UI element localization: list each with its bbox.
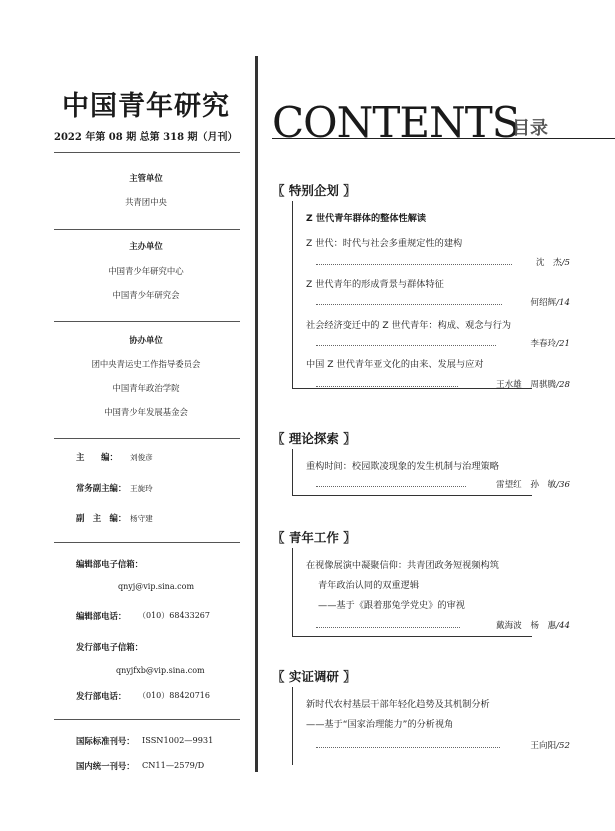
contents-rule — [272, 138, 615, 139]
dist-phone-label: 发行部电话： — [76, 691, 127, 701]
author-name: 雷望红 孙 敏 — [495, 480, 557, 490]
page-number: /36 — [556, 480, 570, 490]
toc-section — [272, 429, 592, 499]
contents-heading-cn: 目录 — [512, 118, 548, 139]
section-rule — [292, 201, 293, 388]
divider — [54, 719, 240, 720]
page-number: /52 — [556, 741, 570, 751]
staff-label: 常务副主编： — [76, 483, 127, 493]
dist-phone: （010）88420716 — [138, 691, 210, 700]
sponsor-heading: 主办单位 — [129, 241, 163, 251]
edit-email[interactable]: qnyj@vip.sina.com — [118, 582, 195, 591]
sponsor-heading: 主管单位 — [129, 173, 163, 183]
dot-leader — [316, 386, 458, 387]
sponsor-item: 中国青少年研究会 — [112, 290, 180, 300]
edit-email-label: 编辑部电子信箱： — [76, 559, 143, 569]
sponsor-item: 共青团中央 — [125, 197, 167, 207]
divider — [54, 542, 240, 543]
dot-leader — [316, 345, 496, 346]
article-title[interactable]: Z 世代青年的形成背景与群体特征 — [306, 279, 444, 290]
journal-title: 中国青年研究 — [62, 91, 230, 122]
toc-section — [272, 667, 592, 767]
staff-name: 刘俊彦 — [130, 453, 153, 462]
author-name: 沈 杰 — [535, 258, 562, 268]
article-author — [496, 378, 570, 390]
sponsor-item: 中国青少年研究中心 — [108, 266, 184, 276]
page-number: /44 — [556, 621, 570, 631]
column-divider — [255, 56, 258, 772]
issn-label: 国际标准刊号： — [76, 736, 135, 746]
section-rule — [292, 495, 532, 496]
article-subtitle: ——基于“国家治理能力”的分析视角 — [306, 719, 454, 730]
dot-leader — [316, 747, 500, 748]
issue-line: 2022 年第 08 期 总第 318 期（月刊） — [54, 132, 238, 143]
author-name: 王水雄 周骐腾 — [495, 380, 557, 390]
staff-label: 副 主 编： — [76, 513, 127, 523]
section-label: 〖 青年工作 〗 — [272, 530, 356, 545]
dot-leader — [316, 486, 466, 487]
author-name: 何绍辉 — [530, 298, 557, 308]
edit-phone: （010）68433267 — [138, 611, 210, 620]
article-title[interactable]: 重构时间：校园欺凌现象的发生机制与治理策略 — [306, 461, 499, 472]
dot-leader — [316, 264, 512, 265]
article-title[interactable]: 中国 Z 世代青年亚文化的由来、发展与应对 — [306, 359, 484, 370]
article-title[interactable]: Z 世代：时代与社会多重规定性的建构 — [306, 238, 463, 249]
article-title[interactable]: 新时代农村基层干部年轻化趋势及其机制分析 — [306, 699, 490, 710]
cn-value: CN11—2579/D — [142, 760, 205, 770]
author-name: 李春玲 — [530, 339, 557, 349]
article-subtitle: ——基于《跟着那兔学党史》的审视 — [318, 600, 465, 611]
article-author — [530, 739, 570, 751]
dot-leader — [316, 304, 502, 305]
article-title[interactable]: 社会经济变迁中的 Z 世代青年：构成、观念与行为 — [306, 320, 512, 331]
article-author — [536, 256, 570, 268]
dist-email-label: 发行部电子信箱： — [76, 642, 143, 652]
toc-section — [272, 181, 592, 391]
article-author — [530, 337, 570, 349]
section-rule — [292, 636, 532, 637]
article-title[interactable]: 在视像展演中凝聚信仰：共青团政务短视频构筑 — [306, 560, 499, 571]
contents-heading: CONTENTS — [272, 98, 520, 147]
section-label: 〖 理论探索 〗 — [272, 431, 356, 446]
article-title-cont[interactable]: 青年政治认同的双重逻辑 — [318, 580, 420, 591]
page-number: /28 — [556, 380, 570, 390]
edit-phone-label: 编辑部电话： — [76, 611, 127, 621]
section-rule — [292, 687, 293, 765]
divider — [54, 321, 240, 322]
toc-section — [272, 528, 592, 640]
masthead-column — [52, 0, 240, 831]
page-number: /5 — [561, 258, 570, 268]
sponsor-item: 团中央青运史工作指导委员会 — [91, 359, 201, 369]
staff-label: 主 编： — [76, 452, 118, 462]
author-name: 戴海波 杨 惠 — [495, 621, 557, 631]
divider — [54, 438, 240, 439]
staff-name: 杨守建 — [130, 514, 153, 523]
dist-email[interactable]: qnyjfxb@vip.sina.com — [116, 666, 205, 675]
divider — [54, 229, 240, 230]
author-name: 王向阳 — [530, 741, 557, 751]
article-author — [496, 619, 570, 631]
sponsor-heading: 协办单位 — [129, 335, 163, 345]
sponsor-item: 中国青少年发展基金会 — [104, 407, 188, 417]
page-number: /14 — [556, 298, 570, 308]
article-author — [530, 296, 570, 308]
section-rule — [292, 449, 293, 495]
dot-leader — [316, 627, 460, 628]
section-label: 〖 实证调研 〗 — [272, 669, 356, 684]
page-number: /21 — [556, 339, 570, 349]
divider — [54, 152, 240, 153]
article-title[interactable]: Z 世代青年群体的整体性解读 — [306, 213, 427, 224]
cn-label: 国内统一刊号： — [76, 761, 135, 771]
issn-value: ISSN1002—9931 — [142, 735, 214, 745]
sponsor-item: 中国青年政治学院 — [112, 383, 180, 393]
staff-name: 王旋玲 — [130, 484, 153, 493]
section-label: 〖 特别企划 〗 — [272, 183, 356, 198]
article-author — [496, 478, 570, 490]
section-rule — [292, 548, 293, 636]
